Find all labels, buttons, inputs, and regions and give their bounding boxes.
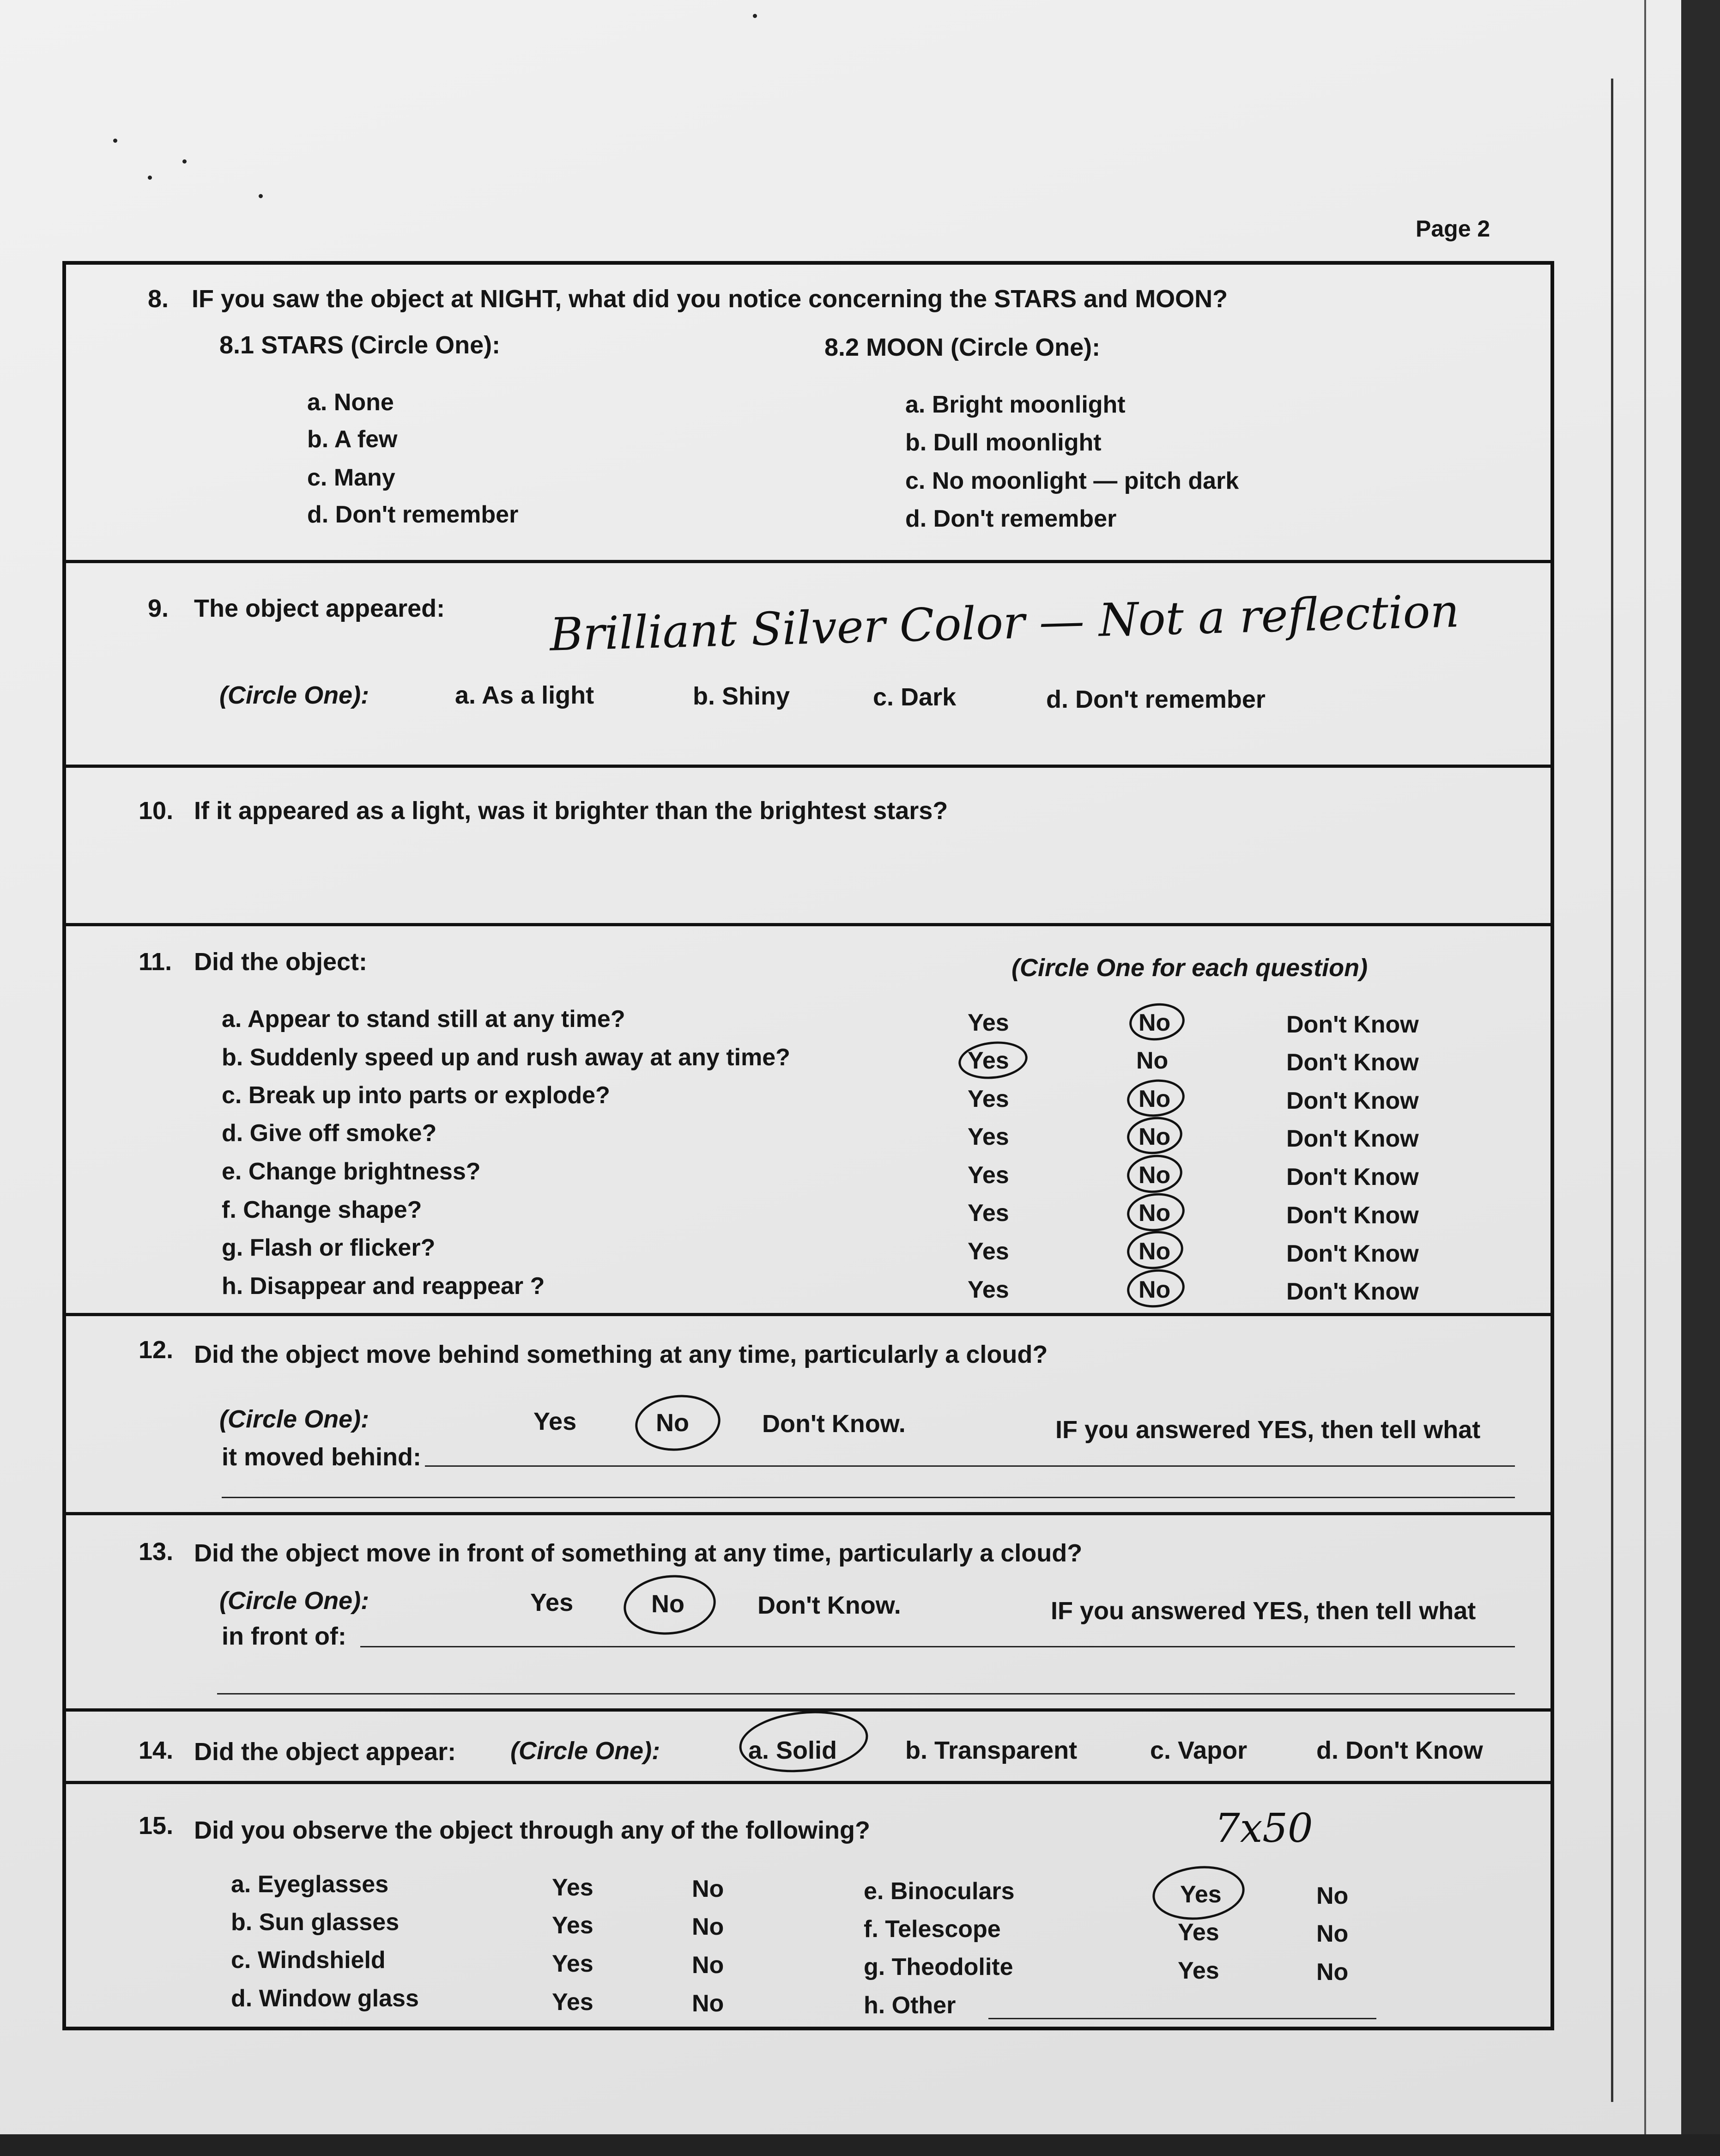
q9-handwritten-answer: Brilliant Silver Color — Not a reflection: [549, 585, 1460, 662]
answer-line[interactable]: [217, 1693, 1515, 1694]
q15-number: 15.: [139, 1812, 174, 1840]
q11-no[interactable]: No: [1139, 1200, 1171, 1227]
q15-no[interactable]: No: [1316, 1920, 1349, 1947]
q15-item-label: a. Eyeglasses: [231, 1871, 389, 1898]
speck: [753, 14, 757, 18]
q8-moon-label: 8.2 MOON (Circle One):: [824, 334, 1101, 361]
q11-yes[interactable]: Yes: [968, 1276, 1009, 1303]
q14-option[interactable]: a. Solid: [748, 1737, 837, 1764]
q12-text: Did the object move behind something at any time, particularly a cloud?: [194, 1341, 1048, 1368]
q12-circle-one: (Circle One):: [219, 1405, 369, 1433]
q12-if-yes: IF you answered YES, then tell what: [1055, 1416, 1481, 1444]
q8-stars-option[interactable]: d. Don't remember: [307, 501, 519, 528]
divider: [62, 923, 1554, 926]
q15-yes[interactable]: Yes: [552, 1989, 594, 2016]
q11-no[interactable]: No: [1139, 1276, 1171, 1303]
speck: [148, 176, 152, 180]
q9-number: 9.: [148, 595, 169, 622]
page-edge: [1611, 79, 1613, 2102]
q8-stars-label: 8.1 STARS (Circle One):: [219, 331, 501, 359]
q11-dont-know[interactable]: Don't Know: [1286, 1202, 1419, 1229]
q11-yes[interactable]: Yes: [968, 1009, 1009, 1036]
q11-dont-know[interactable]: Don't Know: [1286, 1278, 1419, 1305]
q11-item-label: g. Flash or flicker?: [222, 1234, 436, 1261]
q9-option[interactable]: b. Shiny: [693, 682, 790, 710]
q14-number: 14.: [139, 1737, 174, 1764]
q8-moon-option[interactable]: d. Don't remember: [905, 505, 1117, 532]
q15-no[interactable]: No: [692, 1876, 724, 1902]
q15-yes[interactable]: Yes: [552, 1912, 594, 1939]
q15-yes[interactable]: Yes: [1180, 1881, 1222, 1908]
q11-item-label: a. Appear to stand still at any time?: [222, 1006, 625, 1032]
q11-no[interactable]: No: [1139, 1238, 1171, 1265]
q8-moon-option[interactable]: b. Dull moonlight: [905, 429, 1102, 456]
q8-moon-option[interactable]: c. No moonlight — pitch dark: [905, 468, 1239, 494]
scan-border: [1681, 0, 1720, 2156]
q15-item-label: h. Other: [864, 1992, 956, 2019]
q15-item-label: f. Telescope: [864, 1916, 1001, 1943]
q15-no[interactable]: No: [692, 1990, 724, 2017]
q9-option[interactable]: d. Don't remember: [1046, 686, 1266, 713]
q8-stars-option[interactable]: a. None: [307, 389, 394, 416]
page-edge: [1644, 0, 1646, 2156]
divider: [62, 1313, 1554, 1316]
q12-dont-know[interactable]: Don't Know.: [762, 1410, 906, 1438]
q11-item-label: h. Disappear and reappear ?: [222, 1273, 545, 1300]
q15-item-label: g. Theodolite: [864, 1954, 1013, 1980]
q15-yes[interactable]: Yes: [1178, 1957, 1219, 1984]
q11-yes[interactable]: Yes: [968, 1162, 1009, 1189]
q8-text: IF you saw the object at NIGHT, what did you notice concerning the STARS and MOON?: [192, 285, 1228, 313]
q12-number: 12.: [139, 1336, 174, 1364]
q11-no[interactable]: No: [1139, 1162, 1171, 1189]
q9-option[interactable]: c. Dark: [873, 683, 957, 711]
q11-no[interactable]: No: [1139, 1009, 1171, 1036]
q13-if-yes: IF you answered YES, then tell what: [1051, 1597, 1476, 1625]
q8-stars-option[interactable]: b. A few: [307, 426, 398, 453]
q11-item-label: b. Suddenly speed up and rush away at any time?: [222, 1044, 790, 1071]
q11-dont-know[interactable]: Don't Know: [1286, 1087, 1419, 1114]
q15-no[interactable]: No: [1316, 1959, 1349, 1986]
answer-line[interactable]: [425, 1465, 1515, 1467]
q15-text: Did you observe the object through any of the following?: [194, 1816, 871, 1844]
q9-option[interactable]: a. As a light: [455, 681, 594, 709]
q10-number: 10.: [139, 797, 174, 825]
q15-item-label: c. Windshield: [231, 1947, 386, 1974]
page-label: Page 2: [1416, 216, 1490, 242]
divider: [62, 560, 1554, 563]
q11-number: 11.: [139, 948, 172, 976]
q11-item-label: f. Change shape?: [222, 1196, 422, 1223]
q14-option[interactable]: b. Transparent: [905, 1737, 1078, 1764]
q11-item-label: c. Break up into parts or explode?: [222, 1082, 610, 1109]
q11-item-label: d. Give off smoke?: [222, 1120, 437, 1147]
q8-stars-option[interactable]: c. Many: [307, 464, 395, 491]
q11-dont-know[interactable]: Don't Know: [1286, 1164, 1419, 1190]
q11-no[interactable]: No: [1139, 1124, 1171, 1150]
q11-yes[interactable]: Yes: [968, 1124, 1009, 1150]
q13-follow-label: in front of:: [222, 1622, 346, 1650]
answer-line[interactable]: [360, 1646, 1515, 1647]
q11-text: Did the object:: [194, 948, 367, 976]
q15-yes[interactable]: Yes: [552, 1950, 594, 1977]
q11-dont-know[interactable]: Don't Know: [1286, 1049, 1419, 1076]
q11-yes[interactable]: Yes: [968, 1047, 1009, 1074]
q15-no[interactable]: No: [1316, 1883, 1349, 1909]
answer-line[interactable]: [222, 1497, 1515, 1498]
q13-dont-know[interactable]: Don't Know.: [757, 1591, 901, 1619]
q14-option[interactable]: c. Vapor: [1150, 1737, 1248, 1764]
speck: [259, 194, 263, 198]
q14-text: Did the object appear:: [194, 1738, 456, 1766]
q11-item-label: e. Change brightness?: [222, 1158, 481, 1185]
q15-item-label: b. Sun glasses: [231, 1909, 400, 1936]
q11-dont-know[interactable]: Don't Know: [1286, 1011, 1419, 1038]
q13-text: Did the object move in front of something at any time, particularly a cloud?: [194, 1539, 1083, 1567]
q15-no[interactable]: No: [692, 1952, 724, 1979]
q10-text: If it appeared as a light, was it brighter than the brightest stars?: [194, 797, 948, 825]
divider: [62, 1781, 1554, 1784]
q8-number: 8.: [148, 285, 169, 313]
q14-circle-one: (Circle One):: [510, 1737, 660, 1765]
divider: [62, 1512, 1554, 1515]
q15-item-label: e. Binoculars: [864, 1878, 1015, 1905]
q15-no[interactable]: No: [692, 1913, 724, 1940]
q11-no[interactable]: No: [1136, 1047, 1169, 1074]
speck: [182, 159, 187, 164]
q11-no[interactable]: No: [1139, 1086, 1171, 1112]
q13-yes[interactable]: Yes: [530, 1589, 574, 1616]
answer-line[interactable]: [988, 2018, 1376, 2019]
q11-instruction: (Circle One for each question): [1011, 954, 1368, 982]
q11-dont-know[interactable]: Don't Know: [1286, 1240, 1419, 1267]
q11-dont-know[interactable]: Don't Know: [1286, 1125, 1419, 1152]
q8-moon-option[interactable]: a. Bright moonlight: [905, 391, 1126, 418]
q12-follow-label: it moved behind:: [222, 1443, 421, 1471]
q15-yes[interactable]: Yes: [552, 1874, 594, 1901]
q11-yes[interactable]: Yes: [968, 1200, 1009, 1227]
q15-item-label: d. Window glass: [231, 1985, 419, 2012]
q13-no[interactable]: No: [651, 1590, 684, 1618]
speck: [113, 139, 117, 143]
q9-circle-one: (Circle One):: [219, 681, 369, 709]
q13-number: 13.: [139, 1538, 174, 1566]
q9-text: The object appeared:: [194, 595, 445, 622]
q15-yes[interactable]: Yes: [1178, 1919, 1219, 1946]
q11-yes[interactable]: Yes: [968, 1238, 1009, 1265]
q12-no[interactable]: No: [656, 1409, 689, 1437]
q14-option[interactable]: d. Don't Know: [1316, 1737, 1483, 1764]
divider: [62, 765, 1554, 768]
q11-yes[interactable]: Yes: [968, 1086, 1009, 1112]
q12-yes[interactable]: Yes: [533, 1408, 577, 1435]
q13-circle-one: (Circle One):: [219, 1587, 369, 1615]
scan-border: [0, 2134, 1720, 2156]
q15-handwritten-note: 7x50: [1215, 1805, 1313, 1852]
